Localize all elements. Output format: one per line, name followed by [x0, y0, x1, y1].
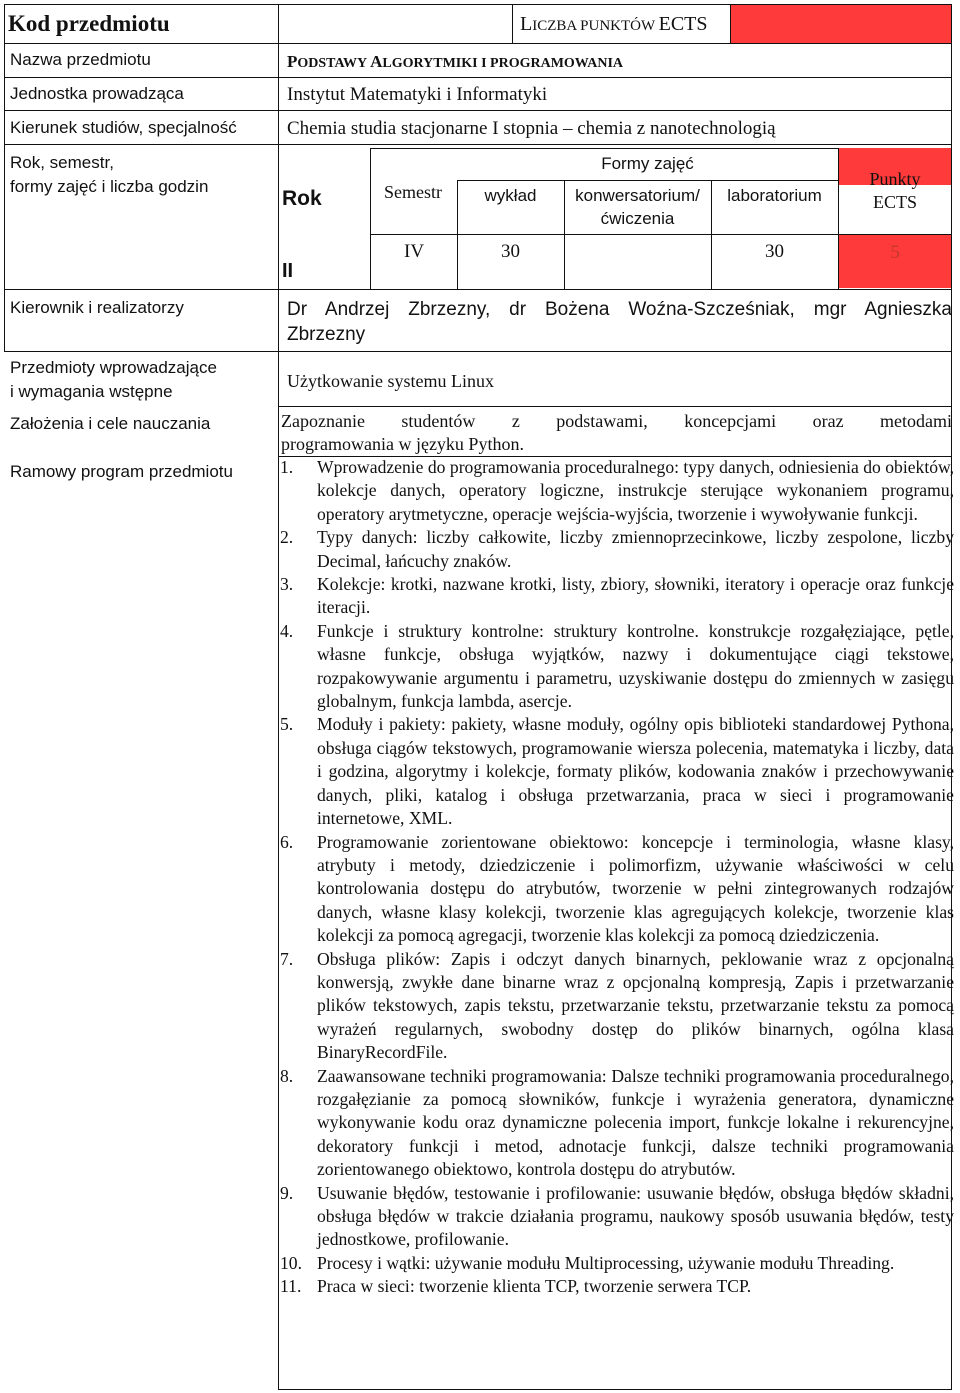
program-item-text: Funkcje i struktury kontrolne: struktury kontrolne. konstrukcje rozgałęziające, pętle, własne funkcje, obsługa wyjątków, nazwy i dokumentujące ciągi tekstowe, rozpakowywanie argumentu i parametru, uzyskiwanie dostępu do zmiennych w zasięgu globalnym, funkcja lambda, asercje.	[317, 620, 954, 712]
program-item	[280, 948, 954, 1065]
program-item-number: 3.	[280, 574, 294, 595]
ects-title	[520, 11, 708, 39]
program-item-text: Programowanie zorientowane obiektowo: koncepcje i terminologia, własne klasy, atrybuty i metody, dziedziczenie i polimorfizm, używanie właściwości w celu kontrolowania dostępu do atrybutów, tworzenie w pełni zintegrowanych rodzajów danych, własne klasy kolekcji, tworzenie klas agregujących kolekcje, tworzenie klas kolekcji za pomocą agregacji, tworzenie klas kolekcji za pomocą dziedziczenia.	[317, 831, 954, 946]
goals-value-line1: Zapoznanie studentów z podstawami, koncepcjami oraz metodami	[281, 411, 952, 431]
program-item	[280, 1182, 954, 1252]
program-item-number: 2.	[280, 527, 294, 548]
label-unit: Jednostka prowadząca	[10, 84, 184, 103]
label-field: Kierunek studiów, specjalność	[10, 118, 237, 137]
field-value: Chemia studia stacjonarne I stopnia – chemia z nanotechnologią	[287, 118, 776, 139]
lab-hours: 30	[765, 241, 784, 262]
year-value: II	[282, 260, 294, 282]
program-item	[280, 456, 954, 526]
program-list	[280, 456, 954, 1299]
label-staff: Kierownik i realizatorzy	[10, 298, 184, 317]
program-item	[280, 526, 954, 573]
program-item	[280, 1252, 954, 1275]
ects-header-line1: Punkty	[869, 169, 921, 189]
semester-value: IV	[404, 241, 425, 262]
staff-value-line2: Zbrzezny	[287, 324, 366, 345]
label-program: Ramowy program przedmiotu	[10, 462, 233, 481]
course-code-label: Kod przedmiotu	[8, 11, 170, 36]
lecture-header: wykład	[484, 186, 537, 205]
label-year-line1: Rok, semestr,	[10, 153, 114, 172]
course-name-part1: P	[287, 52, 298, 71]
program-item	[280, 831, 954, 948]
program-item-text: Zaawansowane techniki programowania: Dalsze techniki programowania proceduralnego, rozgałęzianie za pomocą słowników, funkcje i wyrażenia generatora, dynamiczne wykonywanie kodu oraz dynamiczne polecenia import, funkcje lokalne i rekurencyjne, dekoratory funkcji i metod, adnotacje funkcji, dalsze techniki programowania zorientowanego obiektowo, kontrola dostępu do atrybutów.	[317, 1065, 954, 1180]
unit-value: Instytut Matematyki i Informatyki	[287, 84, 548, 105]
program-item-number: 4.	[280, 620, 294, 641]
program-item-number: 11.	[280, 1276, 302, 1297]
ects-title-abbr: ECTS	[658, 13, 708, 35]
semester-header: Semestr	[384, 182, 442, 202]
label-year-line2: formy zajęć i liczba godzin	[10, 177, 209, 196]
exercises-header-line2: ćwiczenia	[600, 209, 675, 228]
label-prereq-line2: i wymagania wstępne	[10, 382, 173, 401]
course-name	[287, 50, 623, 76]
staff-value-line1: Dr Andrzej Zbrzezny, dr Bożena Woźna-Szcześniak, mgr Agnieszka	[287, 299, 952, 320]
course-name-part4: LGORYTMIKI I PROGRAMOWANIA	[382, 56, 624, 71]
program-item	[280, 713, 954, 830]
lecture-hours: 30	[501, 241, 520, 262]
program-item-text: Obsługa plików: Zapis i odczyt danych binarnych, peklowanie wraz z opcjonalną konwersją, zwykłe dane binarne wraz z opcjonalną kompresją, Zapis i przetwarzanie plików tekstowych, zapis tekstu, przetwarzanie tekstu, przetwarzanie tekstu za pomocą wyrażeń regularnych, swobodny dostęp do plików binarnych, ogólna klasa BinaryRecordFile.	[317, 948, 954, 1063]
program-item-text: Moduły i pakiety: pakiety, własne moduły, ogólny opis biblioteki standardowej Pythona, obsługa ciągów tekstowych, programowanie wiersza polecenia, matematyka i liczby, data i godzina, algorytmy i kolekcje, formaty plików, kodowania znaków i przechowywanie danych, pliki, katalog i obsługa przetwarzania, praca w sieci i programowanie internetowe, XML.	[317, 714, 954, 829]
program-item	[280, 1275, 954, 1298]
ects-title-highlight	[730, 4, 952, 43]
label-prereq-line1: Przedmioty wprowadzające	[10, 358, 217, 377]
forms-header: Formy zajęć	[601, 154, 694, 173]
program-item-number: 7.	[280, 948, 294, 969]
program-item-text: Typy danych: liczby całkowite, liczby zmiennoprzecinkowe, liczby zespolone, liczby Decimal, łańcuchy znaków.	[317, 527, 954, 571]
ects-value: 5	[890, 242, 900, 263]
program-item-number: 8.	[280, 1065, 294, 1086]
program-item-text: Usuwanie błędów, testowanie i profilowanie: usuwanie błędów, obsługa błędów składni, obsługa błędów w trakcie działania programu, naukowy sposób usuwania błędów, testy jednostkowe, profilowanie.	[317, 1182, 954, 1250]
label-goals: Założenia i cele nauczania	[10, 414, 211, 433]
program-item-number: 6.	[280, 831, 294, 852]
program-item-text: Kolekcje: krotki, nazwane krotki, listy, zbiory, słowniki, iteratory i operacje oraz funkcje iteracji.	[317, 574, 954, 618]
ects-header-line2: ECTS	[872, 192, 917, 212]
course-name-part2: ODSTAWY	[297, 56, 371, 71]
label-course-name: Nazwa przedmiotu	[10, 50, 151, 69]
year-header: Rok	[282, 187, 322, 210]
program-item-text: Wprowadzenie do programowania proceduralnego: typy danych, odniesienia do obiektów, kolekcje danych, operatory logiczne, instrukcje sterujące wykonaniem programu, operatory arytmetyczne, operacje wejścia-wyjścia, tworzenie i wywoływanie funkcji.	[317, 457, 954, 524]
ects-title-first: L	[520, 13, 533, 35]
program-item	[280, 620, 954, 714]
program-item-number: 9.	[280, 1182, 294, 1203]
program-item-text: Procesy i wątki: używanie modułu Multiprocessing, używanie modułu Threading.	[317, 1252, 895, 1273]
prereq-value: Użytkowanie systemu Linux	[287, 371, 494, 391]
exercises-header-line1: konwersatorium/	[575, 186, 700, 205]
program-item-text: Praca w sieci: tworzenie klienta TCP, tworzenie serwera TCP.	[317, 1276, 752, 1297]
program-item	[280, 573, 954, 620]
program-item	[280, 1065, 954, 1182]
program-item-number: 1.	[280, 457, 294, 477]
program-item-number: 10.	[280, 1252, 302, 1273]
goals-value-line2: programowania w języku Python.	[281, 434, 524, 454]
course-name-part3: A	[370, 52, 383, 71]
lab-header: laboratorium	[727, 186, 822, 205]
ects-title-rest: ICZBA PUNKTÓW	[532, 18, 659, 34]
program-item-number: 5.	[280, 714, 294, 735]
